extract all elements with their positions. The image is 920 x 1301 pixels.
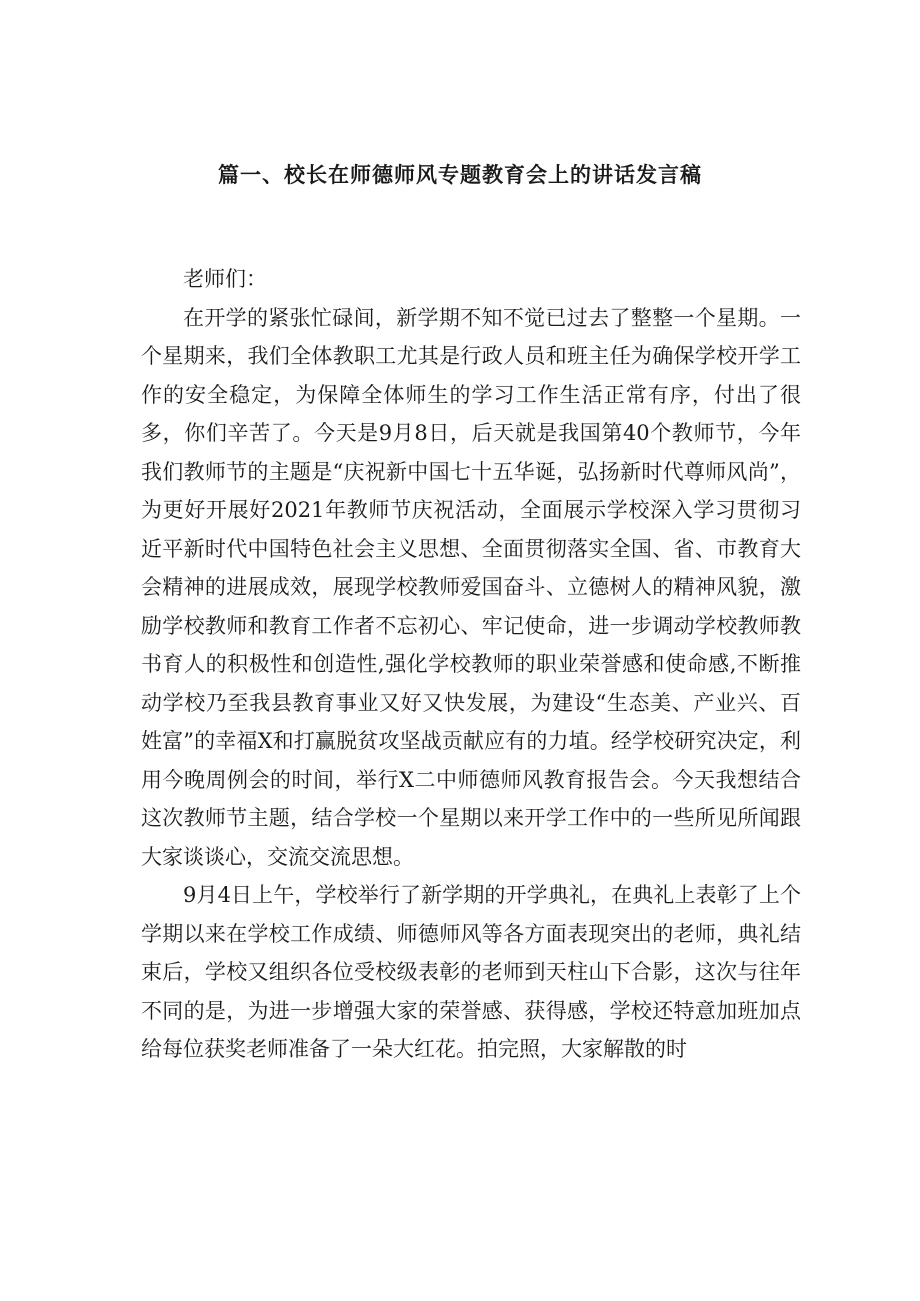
document-title: 篇一、校长在师德师风专题教育会上的讲话发言稿 xyxy=(218,163,702,187)
paragraph-2: 9月4日上午，学校举行了新学期的开学典礼，在典礼上表彰了上个学期以来在学校工作成绩、师德师风等各方面表现突出的老师，典礼结束后，学校又组织各位受校级表彰的老师到天柱山下合影，这次与往年不同的是，为进一步增强大家的荣誉感、获得感，学校还特意加班加点给每位获奖老师准备了一朵大红花。拍完照，大家解散的时 xyxy=(141,883,801,1061)
salutation: 老师们： xyxy=(183,267,267,291)
paragraph-1: 在开学的紧张忙碌间，新学期不知不觉已过去了整整一个星期。一个星期来，我们全体教职工尤其是行政人员和班主任为确保学校开学工作的安全稳定，为保障全体师生的学习工作生活正常有序，付出了很多，你们辛苦了。今天是9月8日，后天就是我国第40个教师节，今年我们教师节的主题是“庆祝新中国七十五华诞，弘扬新时代尊师风尚”，为更好开展好2021年教师节庆祝活动，全面展示学校深入学习贯彻习近平新时代中国特色社会主义思想、全面贯彻落实全国、省、市教育大会精神的进展成效，展现学校教师爱国奋斗、立德树人的精神风貌，激励学校教师和教育工作者不忘初心、牢记使命，进一步调动学校教师教书育人的积极性和创造性,强化学校教师的职业荣誉感和使命感,不断推动学校乃至我县教育事业又好又快发展，为建设“生态美、产业兴、百姓富”的幸福X和打赢脱贫攻坚战贡献应有的力埴。经学校研究决定，利用今晚周例会的时间，举行X二中师德师风教育报告会。今天我想结合这次教师节主题，结合学校一个星期以来开学工作中的一些所见所闻跟大家谈谈心，交流交流思想。 xyxy=(141,305,801,869)
document-body xyxy=(141,260,801,1069)
